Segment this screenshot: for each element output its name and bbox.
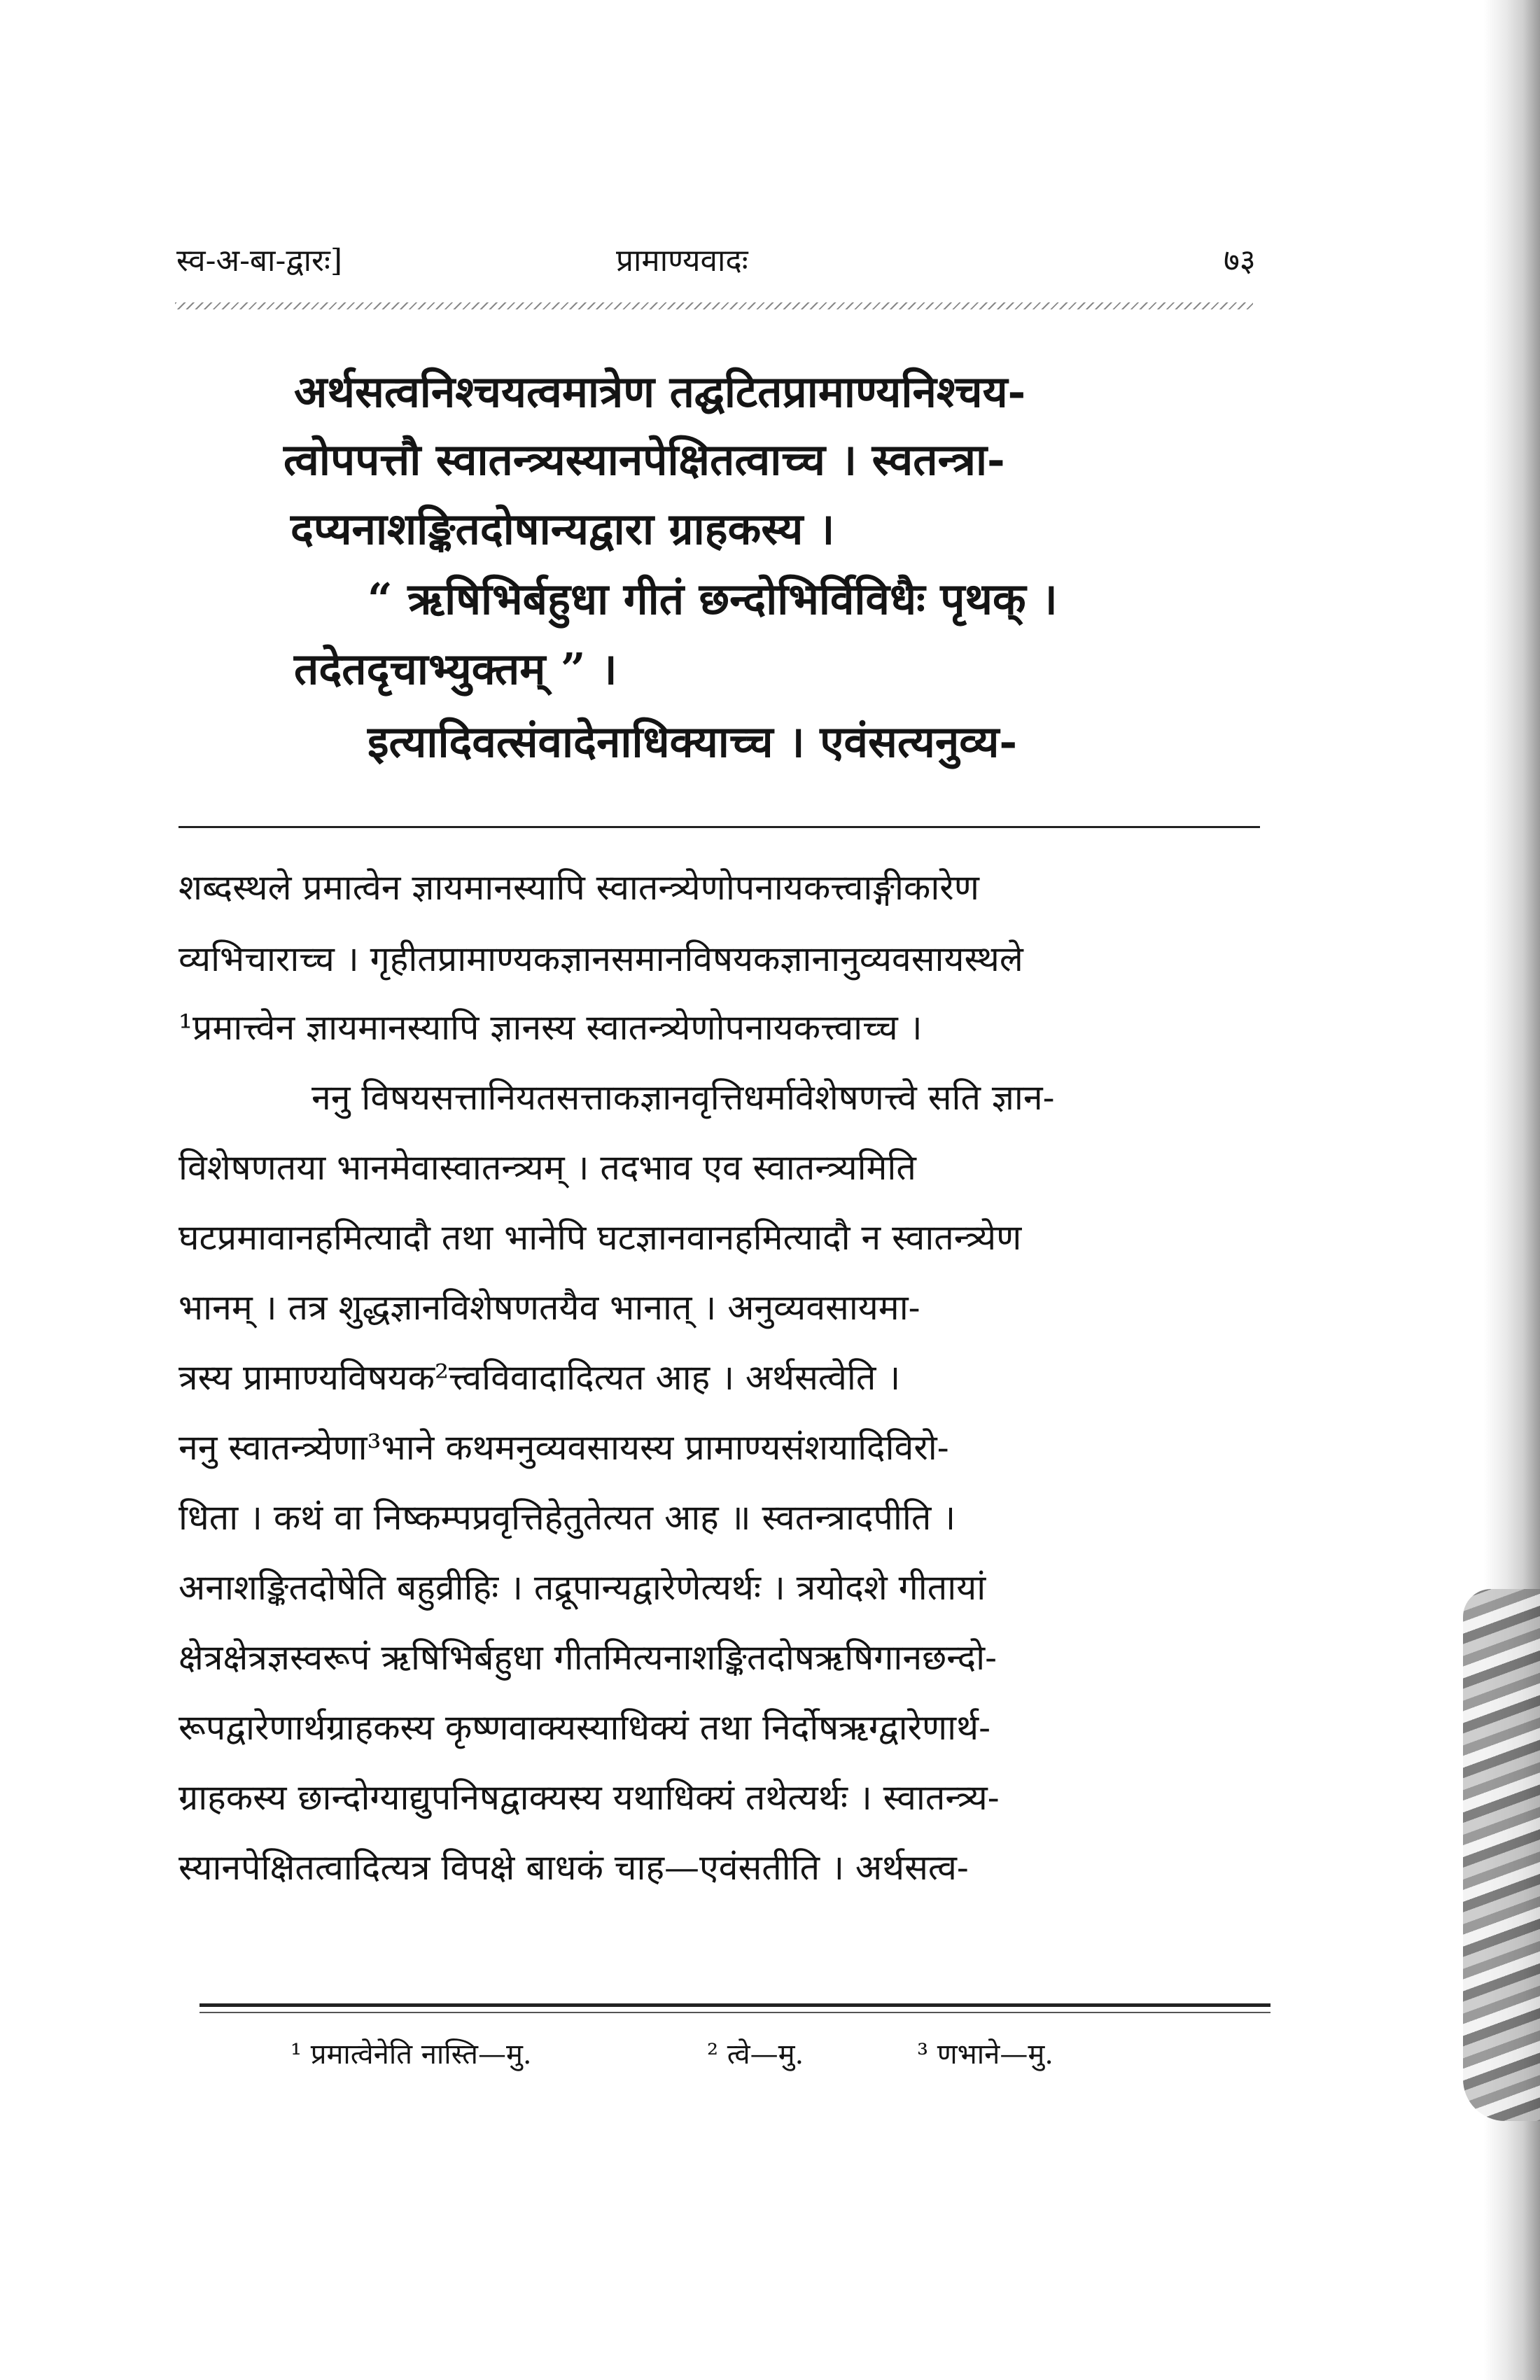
footnote-1: ¹ प्रमात्वेनेति नास्ति—मु. (290, 2038, 532, 2071)
header-left: स्व-अ-बा-द्वारः] (176, 243, 343, 279)
commentary-line: ननु विषयसत्तानियतसत्ताकज्ञानवृत्तिधर्मावेशेषणत्त्वे सति ज्ञान- (312, 1077, 1055, 1118)
commentary-line: शब्दस्थले प्रमात्वेन ज्ञायमानस्यापि स्वातन्त्र्येणोपनायकत्त्वाङ्गीकारेण (178, 867, 979, 908)
commentary-line: घटप्रमावानहमित्यादौ तथा भानेपि घटज्ञानवानहमित्यादौ न स्वातन्त्र्येण (178, 1217, 1022, 1258)
commentary-line: स्यानपेक्षितत्वादित्यत्र विपक्षे बाधकं चाह—एवंसतीति । अर्थसत्व- (178, 1847, 969, 1888)
mula-line: “ ऋषिभिर्बहुधा गीतं छन्दोभिर्विविधैः पृथक् । (368, 573, 1058, 624)
header-title: प्रामाण्यवादः (616, 243, 748, 279)
mula-line: त्वोपपत्तौ स्वातन्त्र्यस्यानपेक्षितत्वाच्च । स्वतन्त्रा- (284, 434, 1005, 485)
footnote-rule (200, 2003, 1270, 2007)
running-header (0, 237, 1540, 286)
mula-line: तदेतदृचाभ्युक्तम् ” । (294, 643, 617, 694)
section-divider (178, 826, 1260, 828)
header-wavy-rule (175, 302, 1253, 309)
commentary-line: व्यभिचाराच्च । गृहीतप्रामाण्यकज्ञानसमानविषयकज्ञानानुव्यवसायस्थले (178, 939, 1023, 979)
footnote-3: ³ णभाने—मु. (917, 2038, 1054, 2071)
commentary-line: रूपद्वारेणार्थग्राहकस्य कृष्णवाक्यस्याधिक्यं तथा निर्दोषऋग्द्वारेणार्थ- (178, 1707, 990, 1748)
commentary-line: ¹प्रमात्त्वेन ज्ञायमानस्यापि ज्ञानस्य स्वातन्त्र्येणोपनायकत्त्वाच्च । (178, 1007, 923, 1048)
commentary-line: ग्राहकस्य छान्दोग्याद्युपनिषद्वाक्यस्य यथाधिक्यं तथेत्यर्थः । स्वातन्त्र्य- (178, 1777, 1000, 1818)
page-number: ७३ (1224, 243, 1256, 279)
commentary-line: धिता । कथं वा निष्कम्पप्रवृत्तिहेतुतेत्यत आह ॥ स्वतन्त्रादपीति । (178, 1497, 956, 1538)
commentary-line: ननु स्वातन्त्र्येणा³भाने कथमनुव्यवसायस्य प्रामाण्यसंशयादिविरो- (178, 1427, 949, 1468)
footnote-2: ² त्वे—मु. (707, 2038, 804, 2071)
commentary-line: विशेषणतया भानमेवास्वातन्त्र्यम् । तदभाव एव स्वातन्त्र्यमिति (178, 1147, 916, 1188)
mula-line: दप्यनाशङ्कितदोषान्यद्वारा ग्राहकस्य । (290, 503, 835, 554)
commentary-line: अनाशङ्कितदोषेति बहुव्रीहिः । तद्रूपान्यद्वारेणेत्यर्थः । त्रयोदशे गीतायां (178, 1567, 986, 1608)
mula-line: इत्यादिवत्संवादेनाधिक्याच्च । एवंसत्यनुव्य- (368, 716, 1018, 767)
commentary-line: त्रस्य प्रामाण्यविषयक²त्त्वविवादादित्यत आह । अर्थसत्वेति । (178, 1357, 901, 1398)
commentary-line: भानम् । तत्र शुद्धज्ञानविशेषणतयैव भानात् । अनुव्यवसायमा- (178, 1287, 920, 1328)
mula-line: अर्थसत्वनिश्चयत्वमात्रेण तद्घटितप्रामाण्यनिश्चय- (294, 366, 1026, 417)
commentary-line: क्षेत्रक्षेत्रज्ञस्वरूपं ऋषिभिर्बहुधा गीतमित्यनाशङ्कितदोषऋषिगानछन्दो- (178, 1637, 997, 1678)
footnotes (0, 2030, 1540, 2079)
footnote-rule-thin (200, 2012, 1270, 2013)
